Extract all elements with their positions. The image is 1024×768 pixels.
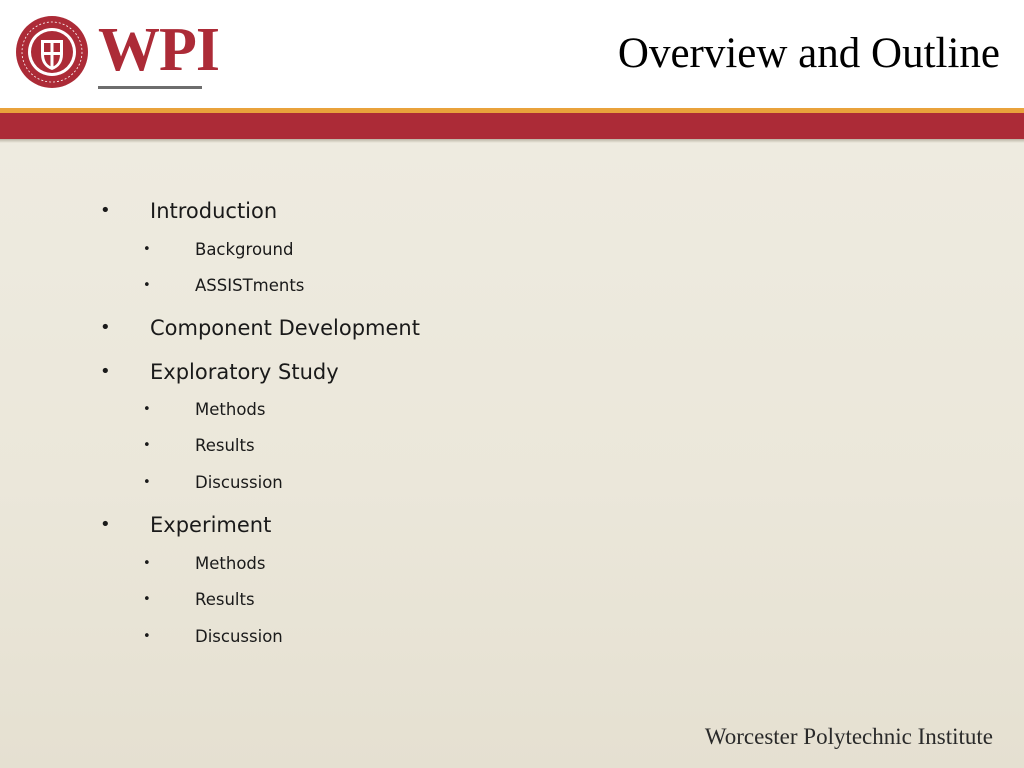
bullet-icon: • (143, 629, 151, 644)
header-shadow (0, 139, 1024, 143)
slide-body (0, 139, 1024, 768)
outline-subitem-label: ASSISTments (195, 276, 305, 295)
bullet-icon: • (143, 438, 151, 453)
bullet-icon: • (143, 402, 151, 417)
header-red-band (0, 113, 1024, 139)
bullet-icon: • (100, 514, 111, 535)
bullet-icon: • (143, 475, 151, 490)
footer-institution-name: Worcester Polytechnic Institute (704, 724, 993, 749)
outline-item-label: Introduction (150, 199, 278, 223)
seal-icon (14, 14, 90, 90)
outline-item-label: Exploratory Study (150, 360, 339, 384)
bullet-icon: • (143, 242, 151, 257)
slide-header (0, 0, 1024, 108)
wpi-logo (14, 14, 219, 90)
outline-item-label: Component Development (150, 316, 420, 340)
logo-underline (98, 86, 202, 89)
bullet-icon: • (143, 278, 151, 293)
bullet-icon: • (100, 361, 111, 382)
bullet-icon: • (143, 556, 151, 571)
outline-subitem-label: Discussion (195, 627, 283, 646)
outline-subitem-label: Background (195, 240, 294, 259)
slide-title: Overview and Outline (617, 30, 1000, 77)
bullet-icon: • (143, 592, 151, 607)
logo-wordmark: WPI (98, 16, 219, 84)
bullet-icon: • (100, 317, 111, 338)
outline-subitem-label: Results (195, 590, 255, 609)
outline-subitem-label: Results (195, 436, 255, 455)
outline-subitem-label: Methods (195, 400, 266, 419)
bullet-icon: • (100, 200, 111, 221)
outline-item-label: Experiment (150, 513, 272, 537)
outline-subitem-label: Discussion (195, 473, 283, 492)
outline-subitem-label: Methods (195, 554, 266, 573)
